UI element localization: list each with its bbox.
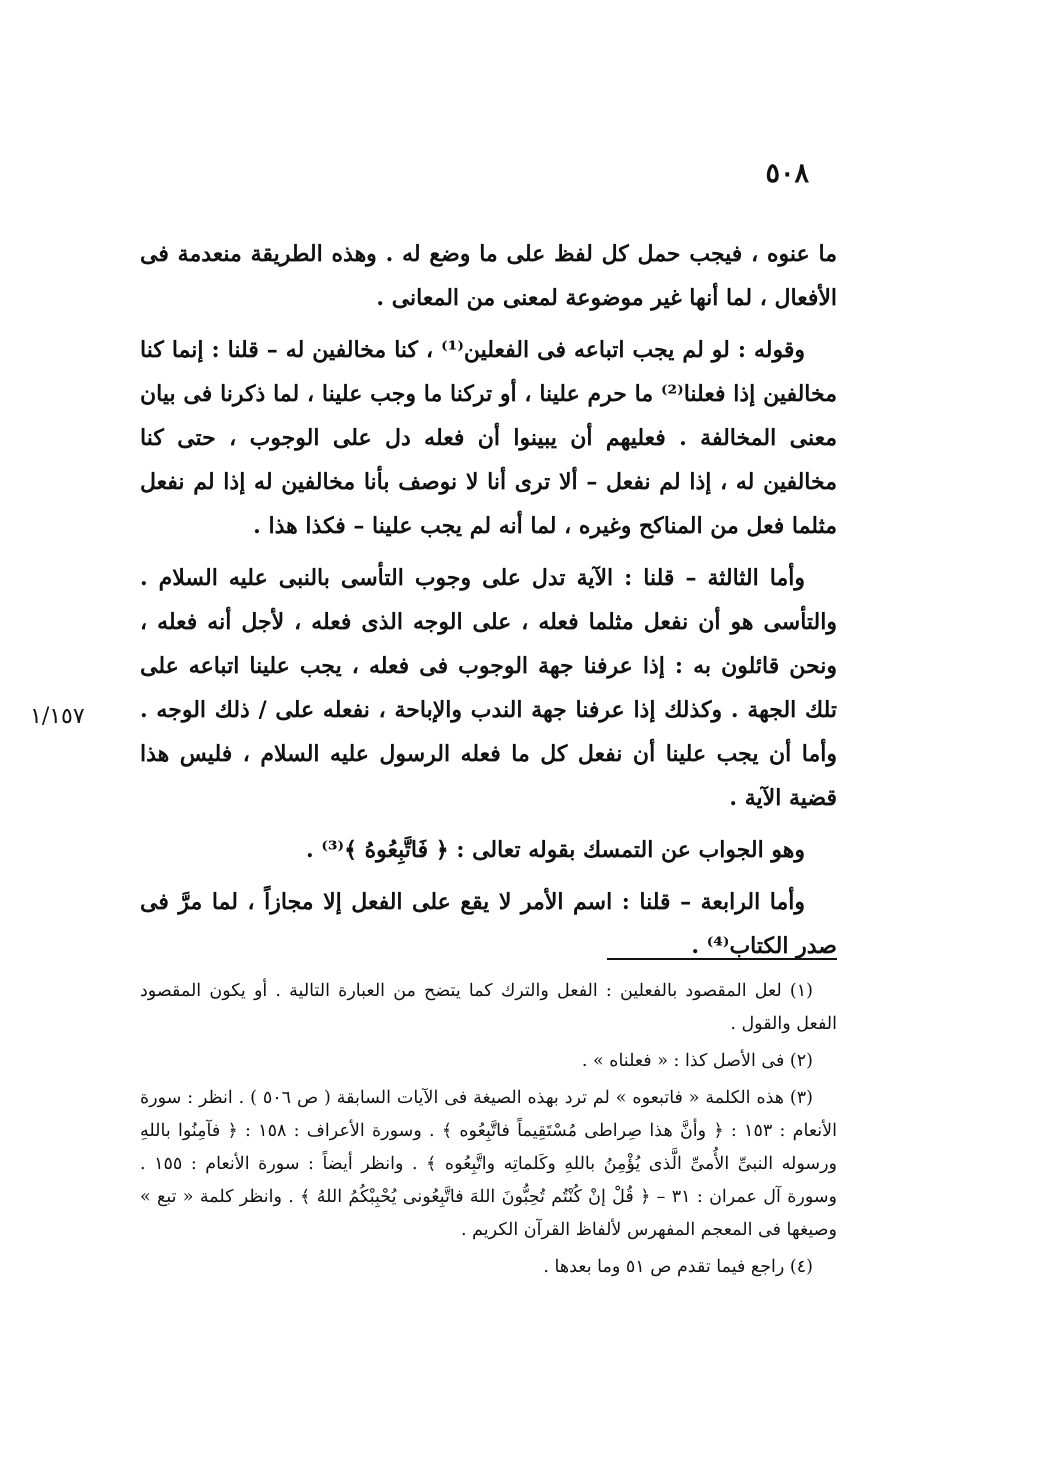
footnote: (١) لعل المقصود بالفعلين : الفعل والترك كما يتضح من العبارة التالية . أو يكون المقصود الفعل والقول . bbox=[140, 981, 837, 1034]
paragraph: ما عنوه ، فيجب حمل كل لفظ على ما وضع له . وهذه الطريقة منعدمة فى الأفعال ، لما أنها غير موضوعة لمعنى من المعانى . bbox=[140, 241, 837, 311]
footnotes bbox=[140, 975, 837, 1288]
paragraph: وأما الثالثة – قلنا : الآية تدل على وجوب التأسى بالنبى عليه السلام . والتأسى هو أن نفعل مثلما فعله ، على الوجه الذى فعله ، لأجل أنه فعله ، ونحن قائلون به : إذا عرفنا جهة الوجوب فى فعله ، يجب علينا اتباعه على تلك الجهة . وكذلك إذا عرفنا جهة الندب والإباحة ، نفعله على / ذلك الوجه . وأما أن يجب علينا أن نفعل كل ما فعله الرسول عليه السلام ، فليس هذا قضية الآية . bbox=[140, 565, 837, 811]
paragraph: وهو الجواب عن التمسك بقوله تعالى : ﴿ فَاتَّبِعُوهُ ﴾⁽³⁾ . bbox=[306, 837, 805, 863]
paragraph: وقوله : لو لم يجب اتباعه فى الفعلين⁽¹⁾ ، كنا مخالفين له – قلنا : إنما كنا مخالفين إذا فعلنا⁽²⁾ ما حرم علينا ، أو تركنا ما وجب علينا ، لما ذكرنا فى بيان معنى المخالفة . فعليهم أن يبينوا أن فعله دل على الوجوب ، حتى كنا مخالفين له ، إذا لم نفعل – ألا ترى أنا لا نوصف بأنا مخالفين له إذا لم نفعل مثلما فعل من المناكح وغيره ، لما أنه لم يجب علينا – فكذا هذا . bbox=[140, 337, 837, 539]
footnote: (٤) راجع فيما تقدم ص ٥١ وما بعدها . bbox=[543, 1257, 813, 1277]
main-text bbox=[140, 232, 837, 976]
margin-note: ١/١٥٧ bbox=[30, 704, 85, 729]
footnote: (٣) هذه الكلمة « فاتبعوه » لم ترد بهذه الصيغة فى الآيات السابقة ( ص ٥٠٦ ) . انظر : سورة الأنعام : ١٥٣ : ﴿ وأنَّ هذا صِراطى مُسْتَقِيماً فاتَّبِعُوه ﴾ . وسورة الأعراف : ١٥٨ : ﴿ فآمِنُوا باللهِ ورسوله النبىِّ الأُمىِّ الَّذى يُؤْمِنُ باللهِ وكَلماتِه واتَّبِعُوه ﴾ . وانظر أيضاً : سورة الأنعام : ١٥٥ . وسورة آل عمران : ٣١ – ﴿ قُلْ إنْ كُنْتُم تُحِبُّونَ اللهَ فاتَّبِعُونى يُحْبِبْكُمُ اللهُ ﴾ . وانظر كلمة « تبع » وصيغها فى المعجم المفهرس لألفاظ القرآن الكريم . bbox=[140, 1088, 837, 1240]
paragraph: وأما الرابعة – قلنا : اسم الأمر لا يقع على الفعل إلا مجازاً ، لما مرَّ فى صدر الكتاب⁽⁴⁾ . bbox=[140, 889, 837, 959]
footnote-divider bbox=[607, 958, 837, 960]
page-number: ٥٠٨ bbox=[765, 158, 809, 189]
footnote: (٢) فى الأصل كذا : « فعلناه » . bbox=[581, 1051, 813, 1071]
